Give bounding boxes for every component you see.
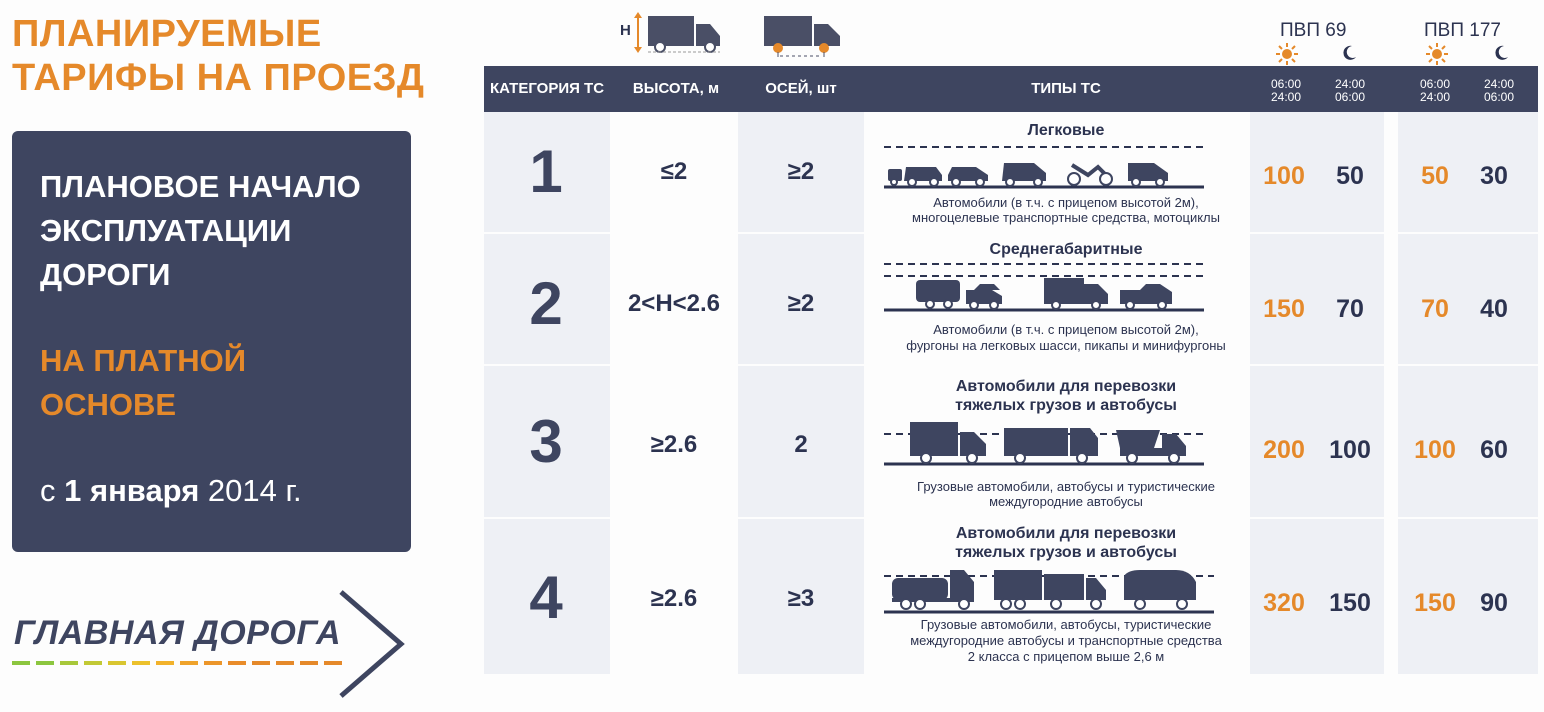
time-from: 06:00 <box>1270 77 1302 91</box>
pvp177-night-price: 90 <box>1480 589 1508 617</box>
type-desc-line-2: фургоны на легковых шасси, пикапы и минифургоны <box>906 338 1226 353</box>
height-icon <box>614 10 724 54</box>
category-number: 2 <box>529 270 563 337</box>
info-line-5: ОСНОВЕ <box>40 387 177 422</box>
pvp69-night-time <box>1325 78 1375 104</box>
height-value: ≥2.6 <box>650 431 698 458</box>
table-header <box>484 66 1538 112</box>
type-title-line-1: Автомобили для перевозки <box>955 525 1177 542</box>
passenger-vehicles-icon <box>884 145 1204 191</box>
header-types: ТИПЫ ТС <box>1031 80 1101 97</box>
type-title-line-1: Автомобили для перевозки <box>955 378 1177 395</box>
info-line-3: ДОРОГИ <box>40 257 171 292</box>
multi-axle-trucks-icon <box>884 564 1214 616</box>
moon-icon <box>1492 44 1510 62</box>
pvp177-night-price: 60 <box>1480 436 1508 464</box>
pvp69-night-price: 70 <box>1336 295 1364 323</box>
moon-icon <box>1340 44 1358 62</box>
axles-value: ≥2 <box>787 290 815 317</box>
pvp69-day-price: 150 <box>1263 295 1305 323</box>
pvp177-night-price: 30 <box>1480 162 1508 190</box>
axles-value: 2 <box>794 431 808 458</box>
pvp177-day-price: 150 <box>1414 589 1456 617</box>
pvp177-night-time <box>1474 78 1524 104</box>
launch-info-box <box>12 131 411 552</box>
page-title-line-1: ПЛАНИРУЕМЫЕ <box>12 13 322 55</box>
time-from: 06:00 <box>1419 77 1451 91</box>
pvp177-day-price: 100 <box>1414 436 1456 464</box>
row-divider <box>484 232 1538 234</box>
sun-icon <box>1426 43 1448 65</box>
heavy-trucks-icon <box>884 418 1204 468</box>
pvp69-day-price: 200 <box>1263 436 1305 464</box>
type-title-line-2: тяжелых грузов и автобусы <box>955 544 1177 561</box>
type-desc-line-2: междугородние автобусы <box>989 494 1143 509</box>
height-value: ≤2 <box>660 158 688 185</box>
pvp177-night-price: 40 <box>1480 295 1508 323</box>
height-letter: H <box>620 22 631 39</box>
pvp69-night-price: 50 <box>1336 162 1364 190</box>
type-desc-line-1: Автомобили (в т.ч. с прицепом высотой 2м), <box>933 322 1199 337</box>
pvp69-night-price: 100 <box>1329 436 1371 464</box>
pvp69-day-time <box>1261 78 1311 104</box>
pvp69-day-price: 320 <box>1263 589 1305 617</box>
pvp69-night-price: 150 <box>1329 589 1371 617</box>
info-line-2: ЭКСПЛУАТАЦИИ <box>40 213 292 248</box>
type-desc-line-3: 2 класса с прицепом выше 2,6 м <box>967 649 1165 664</box>
pvp177-day-price: 70 <box>1421 295 1449 323</box>
row-divider <box>484 517 1538 519</box>
info-line-1: ПЛАНОВОЕ НАЧАЛО <box>40 169 361 204</box>
time-from: 24:00 <box>1334 77 1366 91</box>
type-desc-line-1: Грузовые автомобили, автобусы, туристические <box>920 617 1212 632</box>
time-to: 06:00 <box>1334 90 1366 104</box>
type-desc-line-2: междугородние автобусы и транспортные средства <box>910 633 1222 648</box>
axles-icon <box>760 10 846 58</box>
logo-chevron-icon <box>335 588 407 700</box>
time-from: 24:00 <box>1483 77 1515 91</box>
header-height: ВЫСОТА, м <box>632 80 720 97</box>
time-to: 24:00 <box>1419 90 1451 104</box>
date-suffix: 2014 г. <box>207 473 302 508</box>
category-number: 1 <box>529 138 563 205</box>
header-category: КАТЕГОРИЯ ТС <box>489 80 605 97</box>
height-value: ≥2.6 <box>650 585 698 612</box>
type-title-line-2: тяжелых грузов и автобусы <box>955 397 1177 414</box>
medium-vehicles-icon <box>884 262 1204 314</box>
type-title: Среднегабаритные <box>989 241 1143 258</box>
type-desc-line-1: Грузовые автомобили, автобусы и туристические <box>917 479 1215 494</box>
header-axles: ОСЕЙ, шт <box>765 80 837 97</box>
axles-value: ≥2 <box>787 158 815 185</box>
pvp177-label: ПВП 177 <box>1424 20 1501 41</box>
sun-icon <box>1276 43 1298 65</box>
time-to: 24:00 <box>1270 90 1302 104</box>
info-line-4: НА ПЛАТНОЙ <box>40 343 246 378</box>
launch-date <box>40 471 302 511</box>
height-value: 2<H<2.6 <box>627 290 721 317</box>
pvp177-day-time <box>1410 78 1460 104</box>
date-bold: 1 января <box>64 473 200 508</box>
page-title-line-2: ТАРИФЫ НА ПРОЕЗД <box>12 57 425 99</box>
type-desc-line-1: Автомобили (в т.ч. с прицепом высотой 2м), <box>933 195 1199 210</box>
axles-value: ≥3 <box>787 585 815 612</box>
row-divider <box>484 364 1538 366</box>
category-number: 3 <box>529 408 563 475</box>
category-number: 4 <box>529 564 563 631</box>
time-to: 06:00 <box>1483 90 1515 104</box>
pvp69-day-price: 100 <box>1263 162 1305 190</box>
date-prefix: с <box>40 473 56 508</box>
pvp69-label: ПВП 69 <box>1280 20 1347 41</box>
logo-dash-line <box>12 660 347 666</box>
pvp177-day-price: 50 <box>1421 162 1449 190</box>
logo-text: ГЛАВНАЯ ДОРОГА <box>14 614 342 652</box>
type-title: Легковые <box>1027 122 1105 139</box>
type-desc-line-2: многоцелевые транспортные средства, мотоциклы <box>912 210 1220 225</box>
